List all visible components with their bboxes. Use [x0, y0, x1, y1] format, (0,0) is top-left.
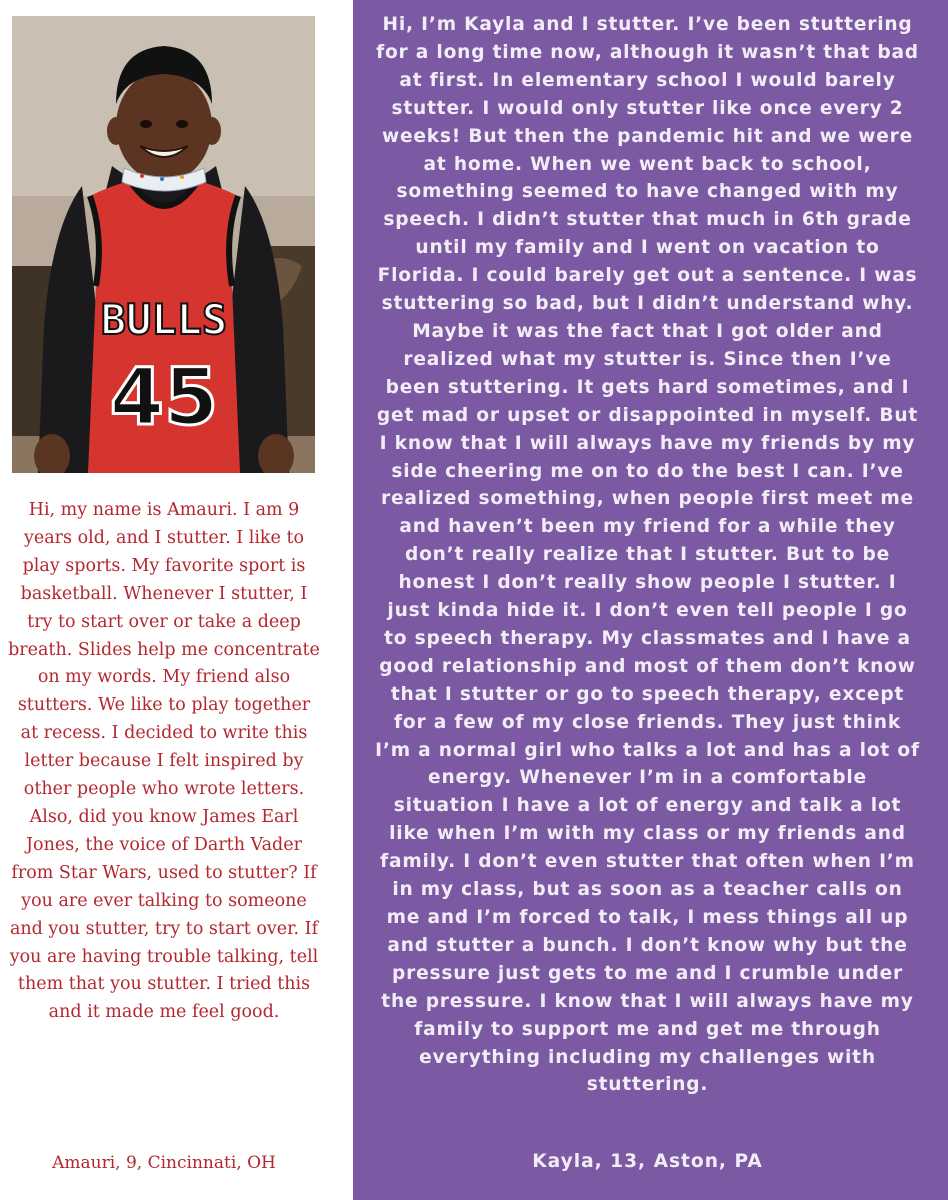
boy-in-jersey-illustration	[12, 16, 315, 473]
amauri-photo	[12, 16, 315, 473]
jersey-team-text: BULLS	[100, 295, 228, 344]
amauri-letter-text: Hi, my name is Amauri. I am 9 years old, and I stutter. I like to play sports. My favorite sport is basketball. Whenever I stutter, I try to start over or take a deep breath. Slides help me concentrate on my words. My friend also stutters. We like to play together at recess. I decided to write this letter because I felt inspired by other people who wrote letters. Also, did you know James Earl Jones, the voice of Darth Vader from Star Wars, used to stutter? If you are ever talking to someone and you stutter, try to start over. If you are having trouble talking, tell them that you stutter. I tried this and it made me feel good.	[8, 500, 320, 1023]
jersey-number-text: 45	[109, 353, 219, 443]
right-column	[353, 0, 948, 1200]
amauri-signature: Amauri, 9, Cincinnati, OH	[52, 1153, 276, 1173]
left-column	[0, 0, 352, 1200]
kayla-letter-text: Hi, I’m Kayla and I stutter. I’ve been stuttering for a long time now, although it wasn’t that bad at first. In elementary school I would barely stutter. I would only stutter like once every 2 weeks! But then the pandemic hit and we were at home. When we went back to school, something seemed to have changed with my speech. I didn’t stutter that much in 6th grade until my family and I went on vacation to Florida. I could barely get out a sentence. I was stuttering so bad, but I didn’t understand why. Maybe it was the fact that I got older and realized what my stutter is. Since then I’ve been stuttering. It gets hard sometimes, and I get mad or upset or disappointed in myself. But I know that I will always have my friends by my side cheering me on to do the best I can. I’ve realized something, when people first meet me and haven’t been my friend for a while they don’t really realize that I stutter. But to be honest I don’t really show people I stutter. I just kinda hide it. I don’t even tell people I go to speech therapy. My classmates and I have a good relationship and most of them don’t know that I stutter or go to speech therapy, except for a few of my close friends. They just think I’m a normal girl who talks a lot and has a lot of energy. Whenever I’m in a comfortable situation I have a lot of energy and talk a lot like when I’m with my class or my friends and family. I don’t even stutter that often when I’m in my class, but as soon as a teacher calls on me and I’m forced to talk, I mess things all up and stutter a bunch. I don’t know why but the pressure just gets to me and I crumble under the pressure. I know that I will always have my family to support me and get me through everything including my challenges with stuttering.	[375, 14, 920, 1096]
kayla-signature: Kayla, 13, Aston, PA	[532, 1151, 763, 1172]
